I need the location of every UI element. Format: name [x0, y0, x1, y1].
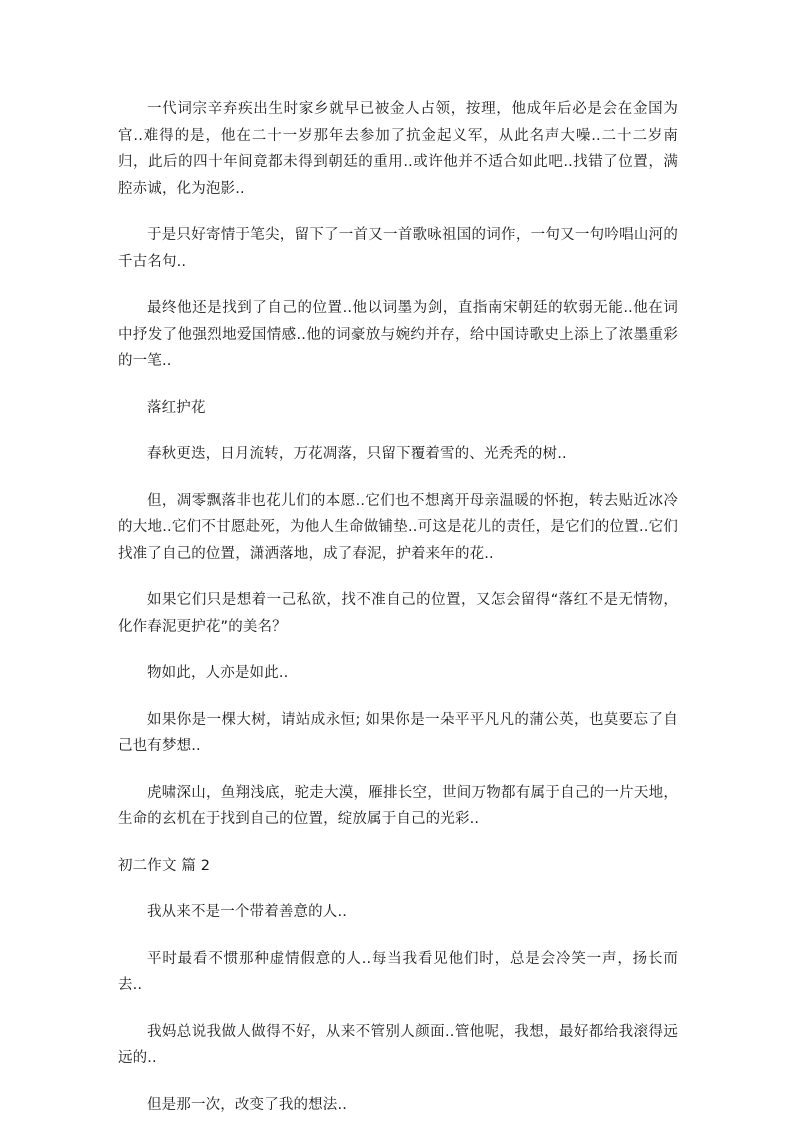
paragraph: 平时最看不惯那种虚情假意的人..每当我看见他们时，总是会冷笑一声，扬长而去..	[118, 950, 678, 993]
paragraph: 如果你是一棵大树，请站成永恒; 如果你是一朵平平凡凡的蒲公英，也莫要忘了自己也有梦想..	[118, 711, 678, 754]
essay-heading: 初二作文 篇 2	[118, 857, 211, 874]
paragraph: 一代词宗辛弃疾出生时家乡就早已被金人占领，按理，他成年后必是会在金国为官..难得的是，他在二十一岁那年去参加了抗金起义军，从此名声大噪..二十二岁南归，此后的四十年间竟都未得到朝廷的重用..或许他并不适合如此吧..找错了位置，满腔赤诚，化为泡影..	[118, 101, 678, 197]
section-subtitle: 落红护花	[147, 399, 206, 416]
paragraph: 最终他还是找到了自己的位置..他以词墨为剑，直指南宋朝廷的软弱无能..他在词中抒发了他强烈地爱国情感..他的词豪放与婉约并存，给中国诗歌史上添上了浓墨重彩的一笔..	[118, 300, 678, 369]
document-body	[118, 96, 678, 1138]
paragraph: 但是那一次，改变了我的想法..	[147, 1096, 347, 1113]
paragraph: 但，凋零飘落非也花儿们的本愿..它们也不想离开母亲温暖的怀抱，转去贴近冰冷的大地..它们不甘愿赴死，为他人生命做铺垫..可这是花儿的责任，是它们的位置..它们找准了自己的位置，潇洒落地，成了春泥，护着来年的花..	[118, 492, 678, 562]
paragraph: 于是只好寄情于笔尖，留下了一首又一首歌咏祖国的词作，一句又一句吟唱山河的千古名句..	[118, 227, 678, 270]
paragraph: 春秋更迭，日月流转，万花凋落，只留下覆着雪的、光秃秃的树..	[147, 446, 567, 462]
paragraph: 物如此，人亦是如此..	[147, 665, 289, 681]
paragraph: 我妈总说我做人做得不好，从来不管别人颜面..管他呢，我想，最好都给我滚得远远的..	[118, 1023, 678, 1066]
paragraph: 如果它们只是想着一己私欲，找不准自己的位置，又怎会留得“落红不是无情物，化作春泥更护花”的美名？	[118, 592, 678, 635]
paragraph: 我从来不是一个带着善意的人..	[147, 904, 347, 920]
paragraph: 虎啸深山，鱼翔浅底，驼走大漠，雁排长空，世间万物都有属于自己的一片天地，生命的玄机在于找到自己的位置，绽放属于自己的光彩..	[118, 784, 678, 827]
